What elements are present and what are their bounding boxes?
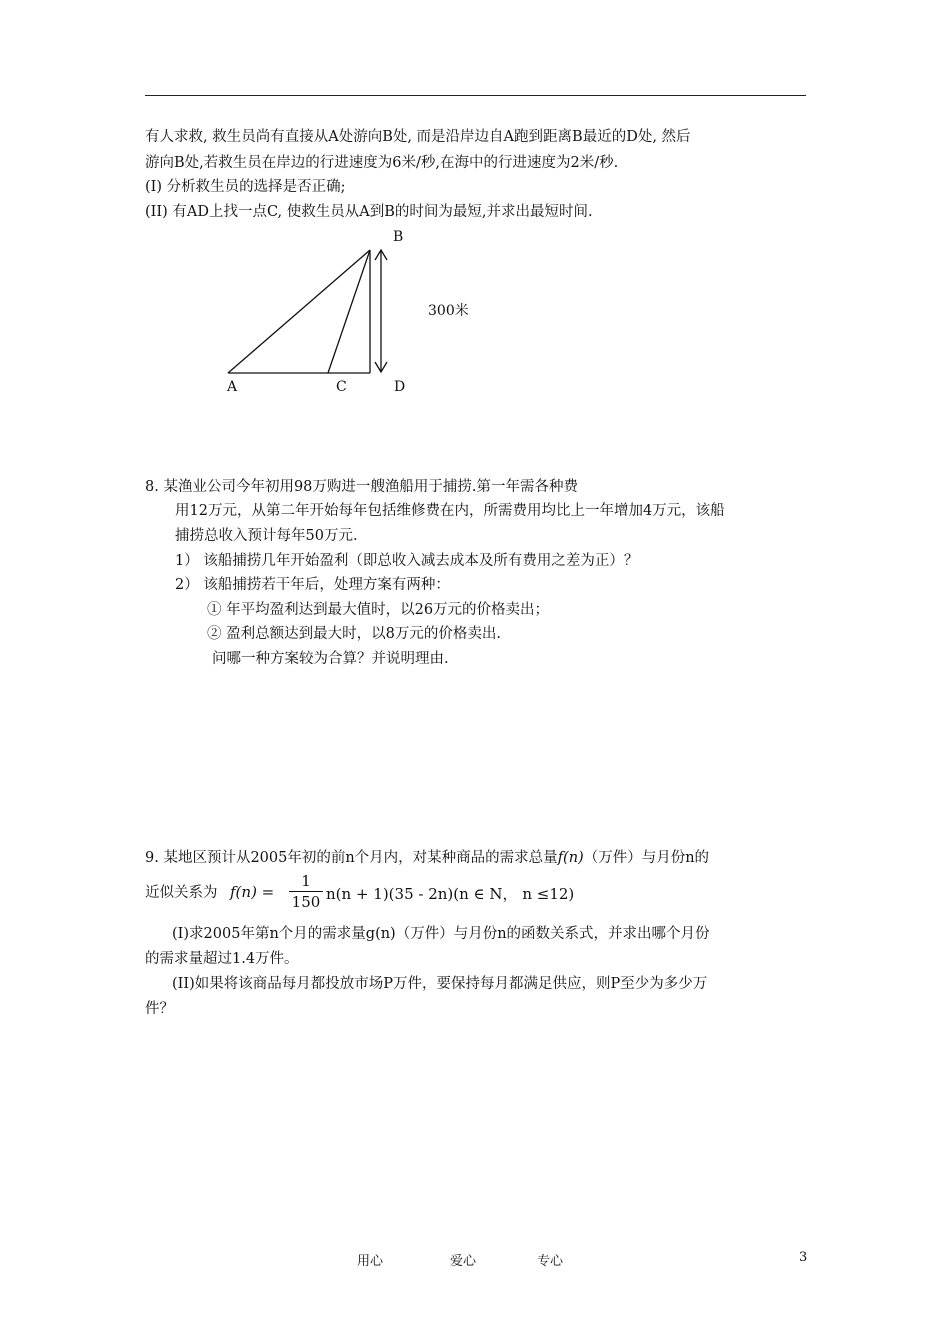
label-D: D — [394, 379, 406, 395]
section7-part1: (I) 分析救生员的选择是否正确; — [145, 179, 346, 195]
section8-line1: 8. 某渔业公司今年初用98万购进一艘渔船用于捕捞.第一年需各种费 — [145, 479, 579, 495]
page-number: 3 — [799, 1250, 808, 1265]
label-B: B — [393, 229, 404, 245]
section8-question1: 1） 该船捕捞几年开始盈利（即总收入减去成本及所有费用之差为正）？ — [175, 553, 639, 569]
section7-part2: (II) 有AD上找一点C, 使救生员从A到B的时间为最短,并求出最短时间. — [145, 204, 593, 220]
section9-line1-text-a: 9. 某地区预计从2005年初的前n个月内，对某种商品的需求总量 — [145, 850, 558, 866]
section8-ask: 问哪一种方案较为合算？并说明理由. — [212, 651, 449, 667]
section9-line1 — [145, 848, 709, 868]
section9-fn: f(n) — [557, 850, 584, 866]
section8-question2: 2） 该船捕捞若干年后，处理方案有两种： — [175, 577, 450, 593]
section8-option2: ② 盈利总额达到最大时，以8万元的价格卖出. — [207, 626, 501, 642]
formula-rhs: n(n + 1)(35 - 2n)(n ∈ N， n ≤12) — [326, 885, 575, 903]
footer-motto-2: 爱心 — [450, 1254, 477, 1269]
header-rule — [145, 95, 806, 96]
distance-label: 300米 — [428, 303, 469, 319]
fraction-bar — [289, 891, 323, 892]
label-A: A — [227, 379, 238, 395]
footer-motto-3: 专心 — [537, 1254, 564, 1269]
section7-line1: 有人求救, 救生员尚有直接从A处游向B处, 而是沿岸边自A跑到距离B最近的D处, 然后 — [145, 129, 691, 145]
rescue-diagram — [200, 225, 500, 400]
section9-part1-a: (I)求2005年第n个月的需求量g(n)（万件）与月份n的函数关系式，并求出哪个月份 — [172, 926, 710, 942]
section8-option1: ① 年平均盈利达到最大值时，以26万元的价格卖出； — [207, 602, 550, 618]
label-C: C — [336, 379, 347, 395]
section9-part2-b: 件？ — [145, 1001, 174, 1017]
formula-fraction — [289, 872, 323, 911]
section9-part1-b: 的需求量超过1.4万件。 — [145, 951, 299, 967]
footer-motto-1: 用心 — [357, 1254, 384, 1269]
fraction-numerator: 1 — [301, 872, 311, 890]
formula-lhs: f(n) = — [230, 883, 275, 901]
section7-line2: 游向B处,若救生员在岸边的行进速度为6米/秒,在海中的行进速度为2米/秒. — [145, 155, 619, 171]
section8-line2: 用12万元，从第二年开始每年包括维修费在内，所需费用均比上一年增加4万元，该船 — [175, 503, 725, 519]
section8-line3: 捕捞总收入预计每年50万元. — [175, 528, 358, 544]
section9-part2-a: (II)如果将该商品每月都投放市场P万件，要保持每月都满足供应，则P至少为多少万 — [172, 976, 708, 992]
fraction-denominator: 150 — [291, 893, 321, 911]
section9-line1-text-b: （万件）与月份n的 — [583, 850, 710, 866]
section9-line2-prefix: 近似关系为 — [145, 885, 218, 901]
